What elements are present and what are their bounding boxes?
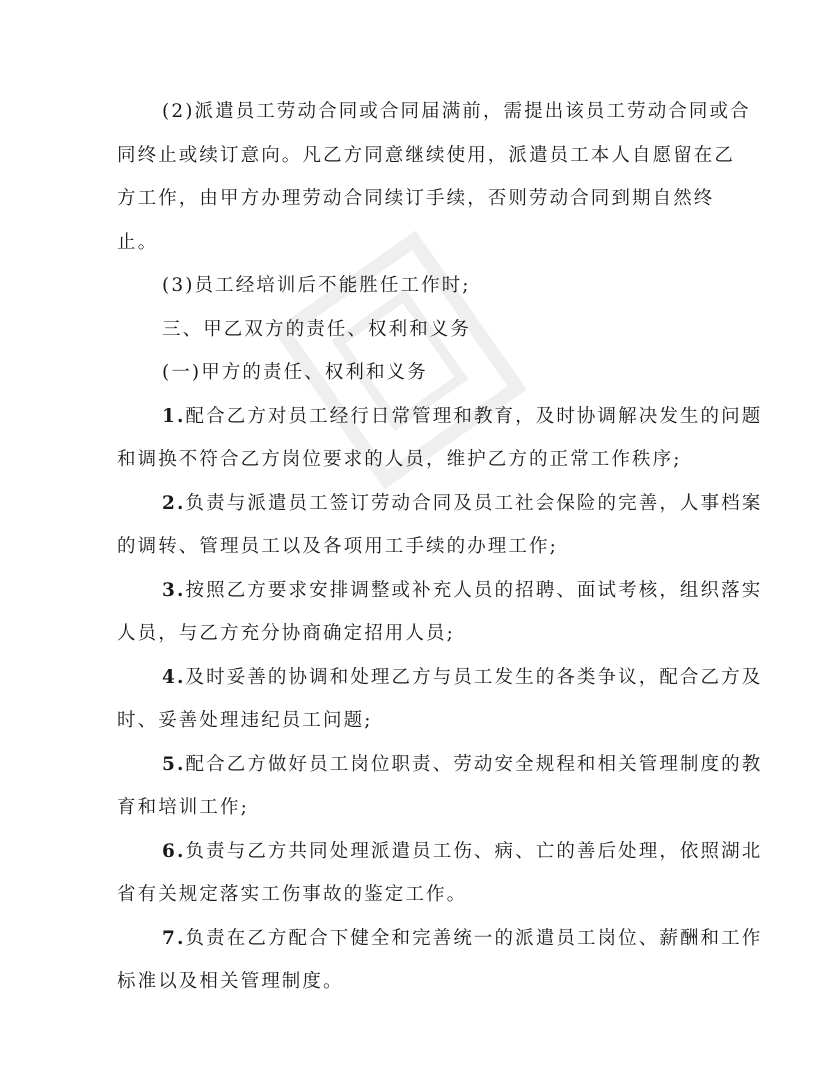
item-text: 负责在乙方配合下健全和完善统一的派遣员工岗位、薪酬和工作 xyxy=(185,927,763,949)
paragraph-line: 同终止或续订意向。凡乙方同意继续使用，派遣员工本人自愿留在乙 xyxy=(117,144,736,166)
paragraph-line: 方工作，由甲方办理劳动合同续订手续，否则劳动合同到期自然终 xyxy=(117,188,715,209)
list-item xyxy=(117,395,763,439)
document-body xyxy=(117,90,763,1004)
list-item xyxy=(117,656,763,700)
subsection-heading: (一)甲方的责任、权利和义务 xyxy=(162,362,428,383)
item-number: 4. xyxy=(162,666,186,688)
list-item xyxy=(117,743,763,787)
paragraph-line: 止。 xyxy=(117,231,159,253)
list-item-continuation: 育和培训工作; xyxy=(117,797,249,818)
list-item-continuation: 标准以及相关管理制度。 xyxy=(117,971,344,992)
paragraph-line: (2)派遣员工劳动合同或合同届满前，需提出该员工劳动合同或合 xyxy=(162,101,751,122)
item-number: 5. xyxy=(162,753,186,775)
item-number: 3. xyxy=(162,579,186,601)
item-text: 负责与乙方共同处理派遣员工伤、病、亡的善后处理，依照湖北 xyxy=(185,840,763,862)
item-number: 2. xyxy=(162,492,186,514)
list-item xyxy=(117,569,763,613)
list-item-continuation: 省有关规定落实工伤事故的鉴定工作。 xyxy=(117,884,468,905)
item-number: 6. xyxy=(162,840,186,862)
item-text: 负责与派遣员工签订劳动合同及员工社会保险的完善，人事档案 xyxy=(185,492,763,514)
item-number: 7. xyxy=(162,927,186,949)
section-heading: 三、甲乙双方的责任、权利和义务 xyxy=(162,318,472,340)
list-item-continuation: 人员，与乙方充分协商确定招用人员; xyxy=(117,623,455,644)
item-text: 按照乙方要求安排调整或补充人员的招聘、面试考核，组织落实 xyxy=(185,579,763,601)
item-text: 配合乙方做好员工岗位职责、劳动安全规程和相关管理制度的教 xyxy=(185,753,763,775)
item-text: 配合乙方对员工经行日常管理和教育，及时协调解决发生的问题 xyxy=(185,405,763,427)
list-item xyxy=(117,830,763,874)
list-item-continuation: 的调转、管理员工以及各项用工手续的办理工作; xyxy=(117,536,558,557)
list-item xyxy=(117,482,763,526)
list-item xyxy=(117,917,763,961)
paragraph-line: (3)员工经培训后不能胜任工作时; xyxy=(162,275,471,296)
item-text: 及时妥善的协调和处理乙方与员工发生的各类争议，配合乙方及 xyxy=(185,666,763,688)
list-item-continuation: 时、妥善处理违纪员工问题; xyxy=(117,710,373,731)
list-item-continuation: 和调换不符合乙方岗位要求的人员，维护乙方的正常工作秩序; xyxy=(117,449,682,470)
item-number: 1. xyxy=(162,405,186,427)
